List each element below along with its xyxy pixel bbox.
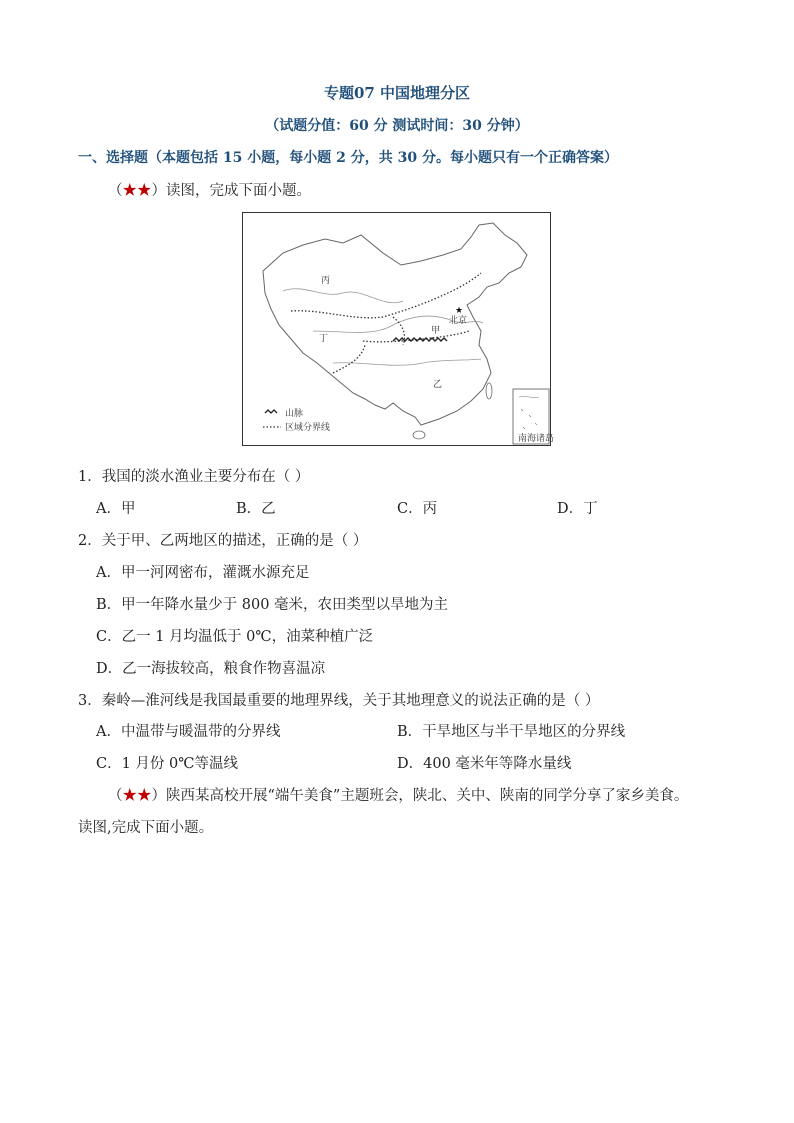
region-label-bing: 丙 <box>321 276 331 286</box>
question-1-option-d: D．丁 <box>557 501 598 517</box>
question-3-option-c: C．1 月份 0℃等温线 <box>96 756 238 772</box>
group1-intro <box>108 179 311 200</box>
group2-intro-line1: 陕西某高校开展“端午美食”主题班会，陕北、关中、陕南的同学分享了家乡美食。 <box>166 788 689 804</box>
beijing-star-icon: ★ <box>455 306 464 316</box>
question-3-option-d: D．400 毫米年等降水量线 <box>397 756 572 772</box>
boundary-line-north <box>291 273 481 318</box>
open-paren: （ <box>108 183 123 199</box>
inset-caption: 南海诸岛 <box>518 434 555 444</box>
question-1-option-c: C．丙 <box>397 501 438 517</box>
question-3-option-b: B．干旱地区与半干旱地区的分界线 <box>397 724 626 740</box>
china-region-map <box>242 212 555 446</box>
hainan-island <box>413 431 425 439</box>
group2-intro <box>108 784 688 805</box>
section-heading: 一、选择题（本题包括 15 小题，每小题 2 分，共 30 分。每小题只有一个正确答案） <box>78 150 618 166</box>
region-label-ding: 丁 <box>319 334 329 344</box>
question-2-option-c: C．乙一 1 月均温低于 0℃，油菜种植广泛 <box>96 629 374 645</box>
group1-intro-text: 读图，完成下面小题。 <box>166 183 311 199</box>
difficulty-stars: ★★ <box>122 183 152 199</box>
open-paren: （ <box>108 788 123 804</box>
question-2-option-a: A．甲一河网密布，灌溉水源充足 <box>96 565 310 581</box>
boundary-line-southwest <box>333 345 365 373</box>
group2-intro-line2: 读图,完成下面小题。 <box>78 820 214 836</box>
close-paren: ） <box>151 183 166 199</box>
page-title: 专题07 中国地理分区 <box>323 84 471 102</box>
difficulty-stars: ★★ <box>122 788 152 804</box>
legend-mountain-icon <box>265 410 277 413</box>
question-2-option-b: B．甲一年降水量少于 800 毫米，农田类型以旱地为主 <box>96 597 449 613</box>
question-1-option-b: B．乙 <box>236 501 276 517</box>
question-2-option-d: D．乙一海拔较高，粮食作物喜温凉 <box>96 661 326 677</box>
region-label-jia: 甲 <box>431 326 441 336</box>
taiwan-island <box>486 383 492 399</box>
legend-boundary-label: 区域分界线 <box>285 423 331 433</box>
legend-mountain-label: 山脉 <box>285 409 304 419</box>
region-label-yi: 乙 <box>433 380 443 390</box>
river-north <box>283 289 403 303</box>
question-1-stem: 1．我国的淡水渔业主要分布在（ ） <box>78 469 310 485</box>
page-subtitle: （试题分值：60 分 测试时间：30 分钟） <box>265 118 529 134</box>
beijing-label: 北京 <box>449 316 468 326</box>
question-1-option-a: A．甲 <box>96 501 136 517</box>
china-map-svg <box>243 213 555 445</box>
question-2-stem: 2．关于甲、乙两地区的描述，正确的是（ ） <box>78 533 368 549</box>
question-3-stem: 3．秦岭—淮河线是我国最重要的地理界线，关于其地理意义的说法正确的是（ ） <box>78 693 600 709</box>
question-3-option-a: A．中温带与暖温带的分界线 <box>96 724 281 740</box>
close-paren: ） <box>151 788 166 804</box>
